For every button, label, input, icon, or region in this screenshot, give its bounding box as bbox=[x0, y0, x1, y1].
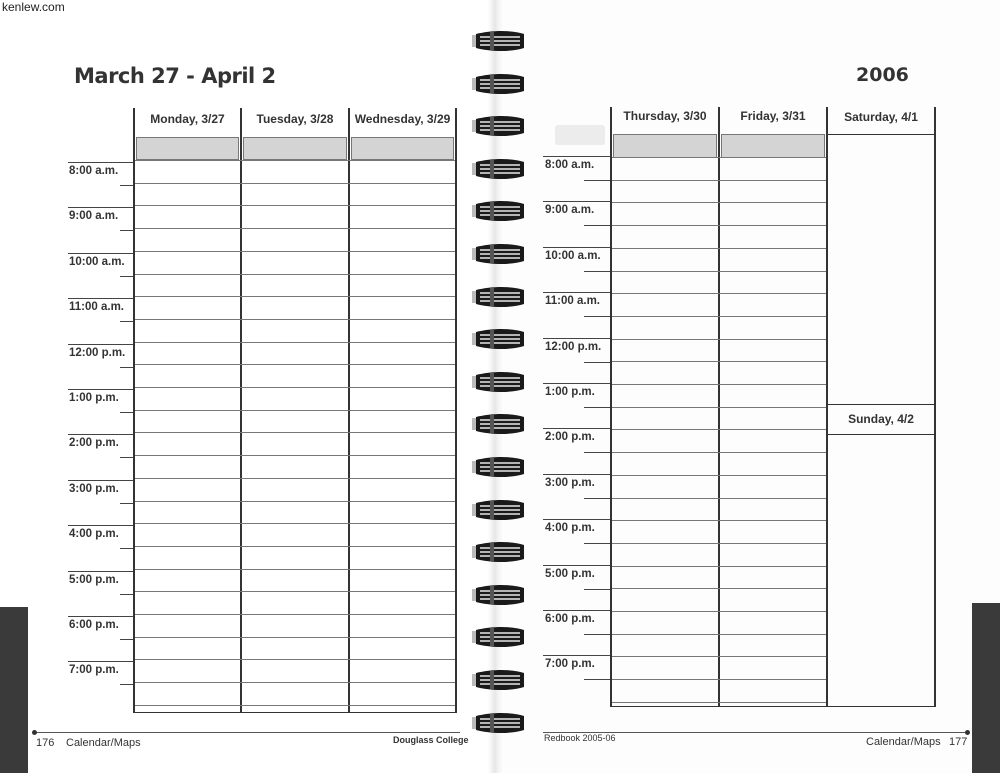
half-hour-tick bbox=[120, 594, 133, 595]
row-line bbox=[612, 180, 826, 181]
grid-bottom-line bbox=[133, 712, 457, 713]
time-label: 1:00 p.m. bbox=[545, 386, 595, 398]
spiral-ring-icon bbox=[472, 541, 528, 563]
day-header: Tuesday, 3/28 bbox=[256, 112, 334, 126]
time-label: 2:00 p.m. bbox=[545, 431, 595, 443]
row-line bbox=[612, 316, 826, 317]
row-line bbox=[612, 384, 826, 385]
row-line bbox=[135, 387, 455, 388]
half-hour-tick bbox=[584, 634, 610, 635]
row-line bbox=[612, 248, 826, 249]
column-divider bbox=[455, 108, 457, 712]
row-line bbox=[612, 452, 826, 453]
row-line bbox=[612, 679, 826, 680]
half-hour-tick bbox=[120, 457, 133, 458]
time-tick bbox=[543, 655, 610, 656]
spiral-ring-icon bbox=[472, 200, 528, 222]
left-edge-tab bbox=[0, 607, 28, 773]
half-hour-tick bbox=[584, 498, 610, 499]
day-shade-band bbox=[721, 134, 825, 158]
time-tick bbox=[68, 344, 133, 345]
row-line bbox=[612, 498, 826, 499]
row-line bbox=[612, 293, 826, 294]
time-label: 11:00 a.m. bbox=[545, 295, 600, 307]
row-line bbox=[135, 342, 455, 343]
half-hour-tick bbox=[584, 316, 610, 317]
time-label: 7:00 p.m. bbox=[69, 664, 119, 676]
row-line bbox=[612, 475, 826, 476]
half-hour-tick bbox=[584, 407, 610, 408]
half-hour-tick bbox=[584, 543, 610, 544]
time-label: 9:00 a.m. bbox=[545, 204, 595, 216]
row-line bbox=[612, 271, 826, 272]
row-line bbox=[612, 520, 826, 521]
row-line bbox=[612, 634, 826, 635]
time-label: 4:00 p.m. bbox=[545, 522, 595, 534]
time-tick bbox=[68, 253, 133, 254]
right-footer-publication: Redbook 2005-06 bbox=[544, 733, 616, 743]
sunday-header: Sunday, 4/2 bbox=[848, 412, 914, 426]
half-hour-tick bbox=[120, 548, 133, 549]
half-hour-tick bbox=[584, 271, 610, 272]
year-title: 2006 bbox=[856, 64, 909, 86]
row-line bbox=[135, 274, 455, 275]
time-label: 8:00 a.m. bbox=[69, 165, 119, 177]
right-footer-section: Calendar/Maps bbox=[866, 736, 941, 748]
time-label: 2:00 p.m. bbox=[69, 437, 119, 449]
half-hour-tick bbox=[584, 180, 610, 181]
time-label: 12:00 p.m. bbox=[69, 347, 126, 359]
day-header: Thursday, 3/30 bbox=[623, 109, 707, 123]
time-tick bbox=[68, 434, 133, 435]
row-line bbox=[135, 569, 455, 570]
time-tick bbox=[543, 474, 610, 475]
time-tick bbox=[68, 616, 133, 617]
day-shade-band bbox=[351, 137, 454, 160]
row-line bbox=[612, 429, 826, 430]
left-page-number: 176 bbox=[36, 737, 55, 749]
time-label: 3:00 p.m. bbox=[545, 477, 595, 489]
half-hour-tick bbox=[584, 589, 610, 590]
time-label: 10:00 a.m. bbox=[69, 256, 125, 268]
spiral-ring-icon bbox=[472, 243, 528, 265]
spiral-ring-icon bbox=[472, 413, 528, 435]
half-hour-tick bbox=[120, 185, 133, 186]
left-footer-dot bbox=[32, 730, 37, 735]
time-label: 6:00 p.m. bbox=[545, 613, 595, 625]
time-tick bbox=[543, 610, 610, 611]
time-tick bbox=[543, 383, 610, 384]
time-tick bbox=[543, 247, 610, 248]
time-label: 6:00 p.m. bbox=[69, 619, 119, 631]
row-line bbox=[135, 682, 455, 683]
half-hour-tick bbox=[120, 684, 133, 685]
row-line bbox=[135, 455, 455, 456]
row-line bbox=[135, 251, 455, 252]
time-tick bbox=[543, 519, 610, 520]
time-label: 3:00 p.m. bbox=[69, 483, 119, 495]
spiral-ring-icon bbox=[472, 371, 528, 393]
row-line bbox=[612, 157, 826, 158]
grid-bottom-line bbox=[610, 706, 936, 707]
row-line bbox=[612, 339, 826, 340]
watermark: kenlew.com bbox=[2, 0, 65, 14]
time-label: 10:00 a.m. bbox=[545, 250, 601, 262]
day-shade-band bbox=[613, 134, 717, 158]
saturday-header: Saturday, 4/1 bbox=[844, 110, 918, 124]
sunday-rule bbox=[826, 434, 936, 435]
row-line bbox=[135, 410, 455, 411]
half-hour-tick bbox=[584, 452, 610, 453]
row-line bbox=[135, 160, 455, 161]
time-label: 7:00 p.m. bbox=[545, 658, 595, 670]
half-hour-tick bbox=[584, 362, 610, 363]
time-tick bbox=[543, 201, 610, 202]
sunday-top-rule bbox=[826, 404, 936, 405]
half-hour-tick bbox=[584, 225, 610, 226]
row-line bbox=[135, 319, 455, 320]
half-hour-tick bbox=[120, 367, 133, 368]
time-label: 1:00 p.m. bbox=[69, 392, 119, 404]
row-line bbox=[135, 591, 455, 592]
row-line bbox=[135, 183, 455, 184]
row-line bbox=[135, 659, 455, 660]
spiral-ring-icon bbox=[472, 158, 528, 180]
row-line bbox=[135, 614, 455, 615]
day-header: Monday, 3/27 bbox=[150, 112, 225, 126]
time-tick bbox=[68, 389, 133, 390]
time-tick bbox=[68, 525, 133, 526]
row-line bbox=[612, 656, 826, 657]
row-line bbox=[612, 566, 826, 567]
time-tick bbox=[68, 162, 133, 163]
row-line bbox=[612, 202, 826, 203]
time-label: 5:00 p.m. bbox=[69, 574, 119, 586]
row-line bbox=[135, 364, 455, 365]
column-divider bbox=[826, 107, 828, 706]
half-hour-tick bbox=[120, 639, 133, 640]
right-edge-tab bbox=[972, 603, 1000, 773]
row-line bbox=[135, 478, 455, 479]
row-line bbox=[135, 228, 455, 229]
time-tick bbox=[68, 298, 133, 299]
time-tick bbox=[68, 571, 133, 572]
time-label: 4:00 p.m. bbox=[69, 528, 119, 540]
saturday-rule bbox=[826, 134, 936, 135]
time-label: 12:00 p.m. bbox=[545, 341, 602, 353]
spiral-ring-icon bbox=[472, 626, 528, 648]
spiral-ring-icon bbox=[472, 499, 528, 521]
spiral-ring-icon bbox=[472, 712, 528, 734]
row-line bbox=[135, 637, 455, 638]
spiral-ring-icon bbox=[472, 584, 528, 606]
time-label: 9:00 a.m. bbox=[69, 210, 119, 222]
left-footer-section: Calendar/Maps bbox=[66, 737, 141, 749]
right-footer-dot bbox=[965, 730, 970, 735]
half-hour-tick bbox=[120, 412, 133, 413]
week-title: March 27 - April 2 bbox=[74, 64, 276, 88]
column-divider bbox=[934, 107, 936, 706]
row-line bbox=[612, 543, 826, 544]
row-line bbox=[612, 588, 826, 589]
spiral-ring-icon bbox=[472, 669, 528, 691]
row-line bbox=[135, 501, 455, 502]
time-tick bbox=[543, 428, 610, 429]
half-hour-tick bbox=[120, 321, 133, 322]
time-tick bbox=[68, 207, 133, 208]
time-tick bbox=[68, 480, 133, 481]
spiral-ring-icon bbox=[472, 73, 528, 95]
half-hour-tick bbox=[120, 276, 133, 277]
spiral-ring-icon bbox=[472, 30, 528, 52]
row-line bbox=[135, 296, 455, 297]
row-line bbox=[612, 702, 826, 703]
left-footer-publisher: Douglass College bbox=[393, 735, 469, 745]
spiral-ring-icon bbox=[472, 115, 528, 137]
spiral-ring-icon bbox=[472, 286, 528, 308]
row-line bbox=[135, 546, 455, 547]
day-shade-band bbox=[136, 137, 239, 160]
show-through-mark bbox=[555, 125, 605, 145]
half-hour-tick bbox=[120, 230, 133, 231]
row-line bbox=[135, 205, 455, 206]
spiral-ring-icon bbox=[472, 456, 528, 478]
time-tick bbox=[543, 292, 610, 293]
row-line bbox=[612, 361, 826, 362]
time-tick bbox=[543, 565, 610, 566]
row-line bbox=[135, 432, 455, 433]
half-hour-tick bbox=[584, 679, 610, 680]
time-tick bbox=[543, 338, 610, 339]
time-label: 8:00 a.m. bbox=[545, 159, 595, 171]
time-label: 11:00 a.m. bbox=[69, 301, 124, 313]
row-line bbox=[612, 225, 826, 226]
row-line bbox=[612, 611, 826, 612]
time-label: 5:00 p.m. bbox=[545, 568, 595, 580]
time-tick bbox=[543, 156, 610, 157]
row-line bbox=[135, 705, 455, 706]
time-tick bbox=[68, 661, 133, 662]
spiral-ring-icon bbox=[472, 328, 528, 350]
right-page-number: 177 bbox=[949, 736, 968, 748]
day-shade-band bbox=[243, 137, 347, 160]
row-line bbox=[612, 407, 826, 408]
row-line bbox=[135, 523, 455, 524]
day-header: Wednesday, 3/29 bbox=[354, 112, 451, 126]
half-hour-tick bbox=[120, 503, 133, 504]
left-footer-rule bbox=[36, 732, 460, 733]
day-header: Friday, 3/31 bbox=[740, 109, 806, 123]
